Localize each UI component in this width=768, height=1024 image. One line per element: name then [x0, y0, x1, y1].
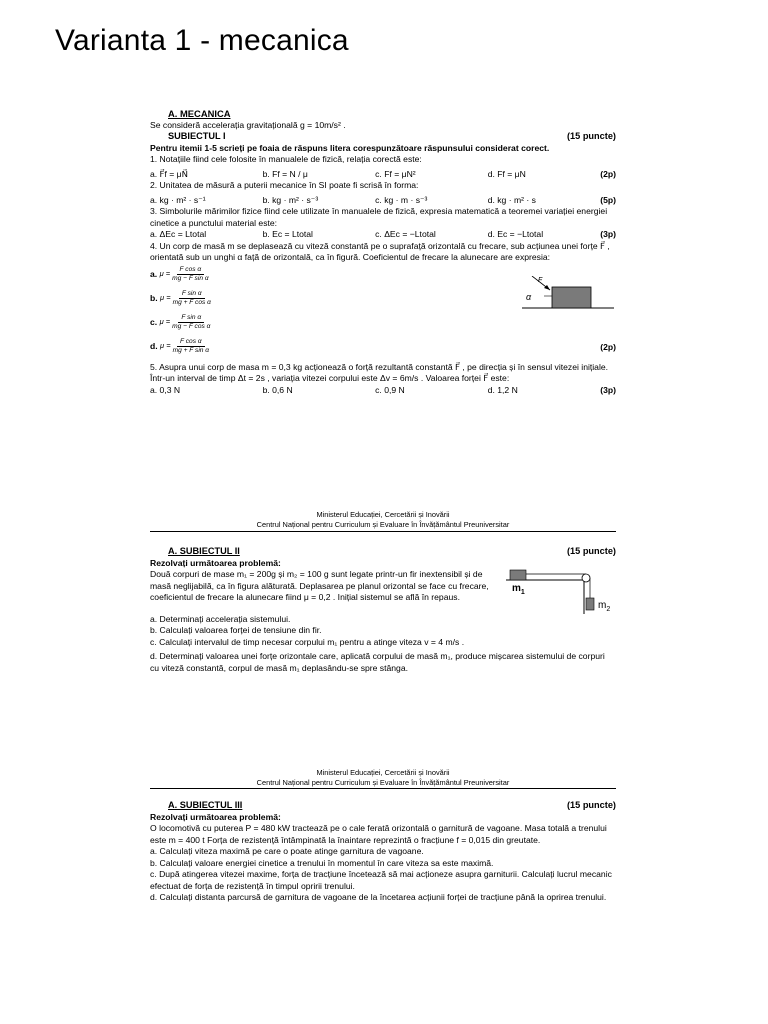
gravity-note: Se consideră accelerația gravitațională g = 10m/s² . — [150, 119, 346, 130]
numerator: F cos α — [177, 338, 205, 347]
option-c: c. μ = $\frac{\text{F sin α}}{\text{mg − F cos α}}$ — [150, 313, 211, 330]
subject-header — [150, 546, 616, 558]
force-label: F — [538, 276, 543, 284]
footer-ministry: Ministerul Educației, Cercetării și Inovării — [316, 768, 450, 777]
item-c: c. Calculați intervalul de timp necesar corpului m₁ pentru a atinge viteza v = 4 m/s . — [150, 636, 465, 647]
question-4-options — [150, 264, 616, 356]
question-5-options — [150, 385, 616, 397]
option-a: a. F⃗f = μN⃗ — [150, 168, 189, 179]
section-heading: A. MECANICA — [168, 108, 231, 119]
item-a: a. Determinați accelerația sistemului. — [150, 613, 291, 624]
label-m1-sub: 1 — [520, 588, 525, 596]
denominator: mg + F sin α — [172, 346, 210, 354]
question-3-options — [150, 229, 616, 241]
option-c: c. Ff = μN² — [375, 168, 416, 179]
label-m2-sub: 2 — [606, 605, 611, 613]
footer-ministry: Ministerul Educației, Cercetării și Inovării — [316, 510, 450, 519]
option-d: d. μ = $\frac{\text{F cos α}}{\text{mg + F sin α}}$ — [150, 337, 210, 354]
question-1-options — [150, 169, 616, 181]
question-5: 5. Asupra unui corp de masa m = 0,3 kg acționează o forță rezultantă constantă F⃗ , pe direcția și în sensul vitezei inițiale. Într-un interval de timp Δt = 2s , variația vitezei corpului este Δv = 6m/s . Valoarea forței F⃗ este: — [150, 361, 609, 383]
problem-text-col — [150, 558, 502, 614]
problem-statement: O locomotivă cu puterea P = 480 kW tractează pe o cale ferată orizontală o garnitură de vagoane. Masa totală a trenului este m = 400 t Forța de rezistență întâmpinată la înaintare reprezintă o fracțiune f = 0,015 din greutate. — [150, 823, 607, 845]
subject-points: (15 puncte) — [566, 546, 616, 556]
question-2: 2. Unitatea de măsură a puterii mecanice în SI poate fi scrisă în forma: — [150, 180, 419, 190]
option-b: b. Ff = N / μ — [262, 168, 308, 179]
option-c: c. kg · m · s⁻³ — [375, 194, 428, 205]
footer-1 — [150, 510, 616, 529]
denominator: mg − F sin α — [172, 274, 209, 282]
divider — [150, 788, 616, 789]
subject-title: A. SUBIECTUL III — [168, 800, 243, 810]
question-4: 4. Un corp de masă m se deplasează cu viteză constantă pe o suprafață orizontală cu frecare, sub acțiunea unei forțe F⃗ , orientată sub un unghi α față de orizontală, ca în figură. Coeficientul de frecare la alunecare are expresia: — [150, 240, 610, 262]
alpha-label: α — [526, 291, 532, 302]
item-a: a. Calculați viteza maximă pe care o poate atinge garnitura de vagoane. — [150, 846, 424, 856]
numerator: F sin α — [178, 314, 204, 323]
question-points: (2p) — [600, 168, 617, 179]
subject-3 — [150, 800, 616, 904]
subject-header — [150, 800, 616, 812]
option-b: b. Ec = Ltotal — [262, 229, 313, 239]
problem-statement: Două corpuri de mase m₁ = 200g și m₂ = 100 g sunt legate printr-un fir inextensibil și de masă neglijabilă, ca în figura alăturată. Deplasarea pe planul orizontal se face cu frecare, coeficientul de frecare la alunecare fiind μ = 0,2 . Inițial sistemul se află în repaus. — [150, 569, 489, 602]
block — [552, 287, 591, 308]
instructions: Rezolvați următoarea problemă: — [150, 811, 281, 822]
divider — [150, 531, 616, 532]
block-m2 — [586, 598, 594, 610]
item-b: b. Calculați valoarea forței de tensiune din fir. — [150, 625, 322, 635]
item-b: b. Calculați valoare energiei cinetice a trenului în momentul în care viteza sa este maximă. — [150, 857, 494, 868]
question-points: (3p) — [600, 384, 617, 395]
subject-2 — [150, 546, 616, 674]
pulley-figure — [506, 558, 616, 614]
option-d: d. Ec = −Ltotal — [487, 229, 544, 239]
subject-header — [150, 131, 616, 143]
subject-title: A. SUBIECTUL II — [168, 546, 240, 556]
numerator: F cos α — [177, 266, 205, 275]
footer-center: Centrul Național pentru Curriculum și Evaluare în Învățământul Preuniversitar — [256, 519, 510, 529]
question-3: 3. Simbolurile mărimilor fizice fiind cele utilizate în manualele de fizică, expresia matematică a teoremei variației energiei cinetice a punctului material este: — [150, 206, 608, 228]
option-b: b. 0,6 N — [262, 384, 293, 395]
page-title: Varianta 1 - mecanica — [55, 24, 349, 57]
option-b: b. kg · m² · s⁻³ — [262, 194, 319, 205]
question-points: (3p) — [600, 229, 617, 239]
subject-points: (15 puncte) — [566, 800, 616, 810]
footer-2 — [150, 768, 616, 787]
label-m2 — [598, 600, 610, 613]
option-b: b. μ = $\frac{\text{F sin α}}{\text{mg + F cos α}}$ — [150, 289, 211, 306]
item-c: c. După atingerea vitezei maxime, forța de tracțiune încetează să mai acționeze asupra garniturii. Calculați lucrul mecanic efectuat de forța de rezistență în timpul opririi trenului. — [150, 869, 612, 891]
denominator: mg − F cos α — [172, 322, 211, 330]
block-m1 — [510, 570, 526, 580]
item-d: d. Determinați valoarea unei forțe orizontale care, aplicată corpului de masă m₁, produce mișcarea sistemului de corpuri cu viteză constantă, corpul de masă m₁ deplasându-se spre stânga. — [150, 651, 605, 673]
instructions: Rezolvați următoarea problemă: — [150, 557, 281, 568]
pulley — [582, 574, 590, 582]
option-d: d. 1,2 N — [487, 384, 518, 395]
subject-points: (15 puncte) — [566, 131, 616, 141]
question-points: (5p) — [600, 194, 617, 205]
block-force-figure — [522, 276, 618, 314]
option-d: d. Ff = μN — [487, 168, 526, 179]
item-d: d. Calculați distanta parcursă de garnitura de vagoane de la încetarea acțiunii forței de tracțiune până la oprirea trenului. — [150, 892, 607, 902]
numerator: F sin α — [179, 290, 205, 299]
option-a: a. 0,3 N — [150, 384, 181, 395]
instructions: Pentru itemii 1-5 scrieți pe foaia de răspuns litera corespunzătoare răspunsului considerat corect. — [150, 142, 550, 153]
question-2-options — [150, 195, 616, 207]
option-c: c. 0,9 N — [375, 384, 405, 395]
problem-body — [150, 558, 616, 614]
question-points: (2p) — [600, 341, 616, 352]
option-c: c. ΔEc = −Ltotal — [375, 229, 436, 239]
subject-title: SUBIECTUL I — [168, 131, 226, 141]
subject-1 — [150, 108, 616, 396]
label-m2-letter: m — [598, 599, 607, 611]
option-a: a. kg · m² · s⁻¹ — [150, 194, 206, 205]
denominator: mg + F cos α — [172, 298, 211, 306]
option-a: a. μ = $\frac{\text{F cos α}}{\text{mg − F sin α}}$ — [150, 265, 209, 282]
footer-center: Centrul Național pentru Curriculum și Evaluare în Învățământul Preuniversitar — [256, 777, 510, 787]
option-d: d. kg · m² · s — [487, 194, 536, 205]
label-m1-letter: m — [512, 582, 521, 594]
question-1: 1. Notațiile fiind cele folosite în manualele de fizică, relația corectă este: — [150, 154, 422, 164]
option-a: a. ΔEc = Ltotal — [150, 229, 207, 239]
